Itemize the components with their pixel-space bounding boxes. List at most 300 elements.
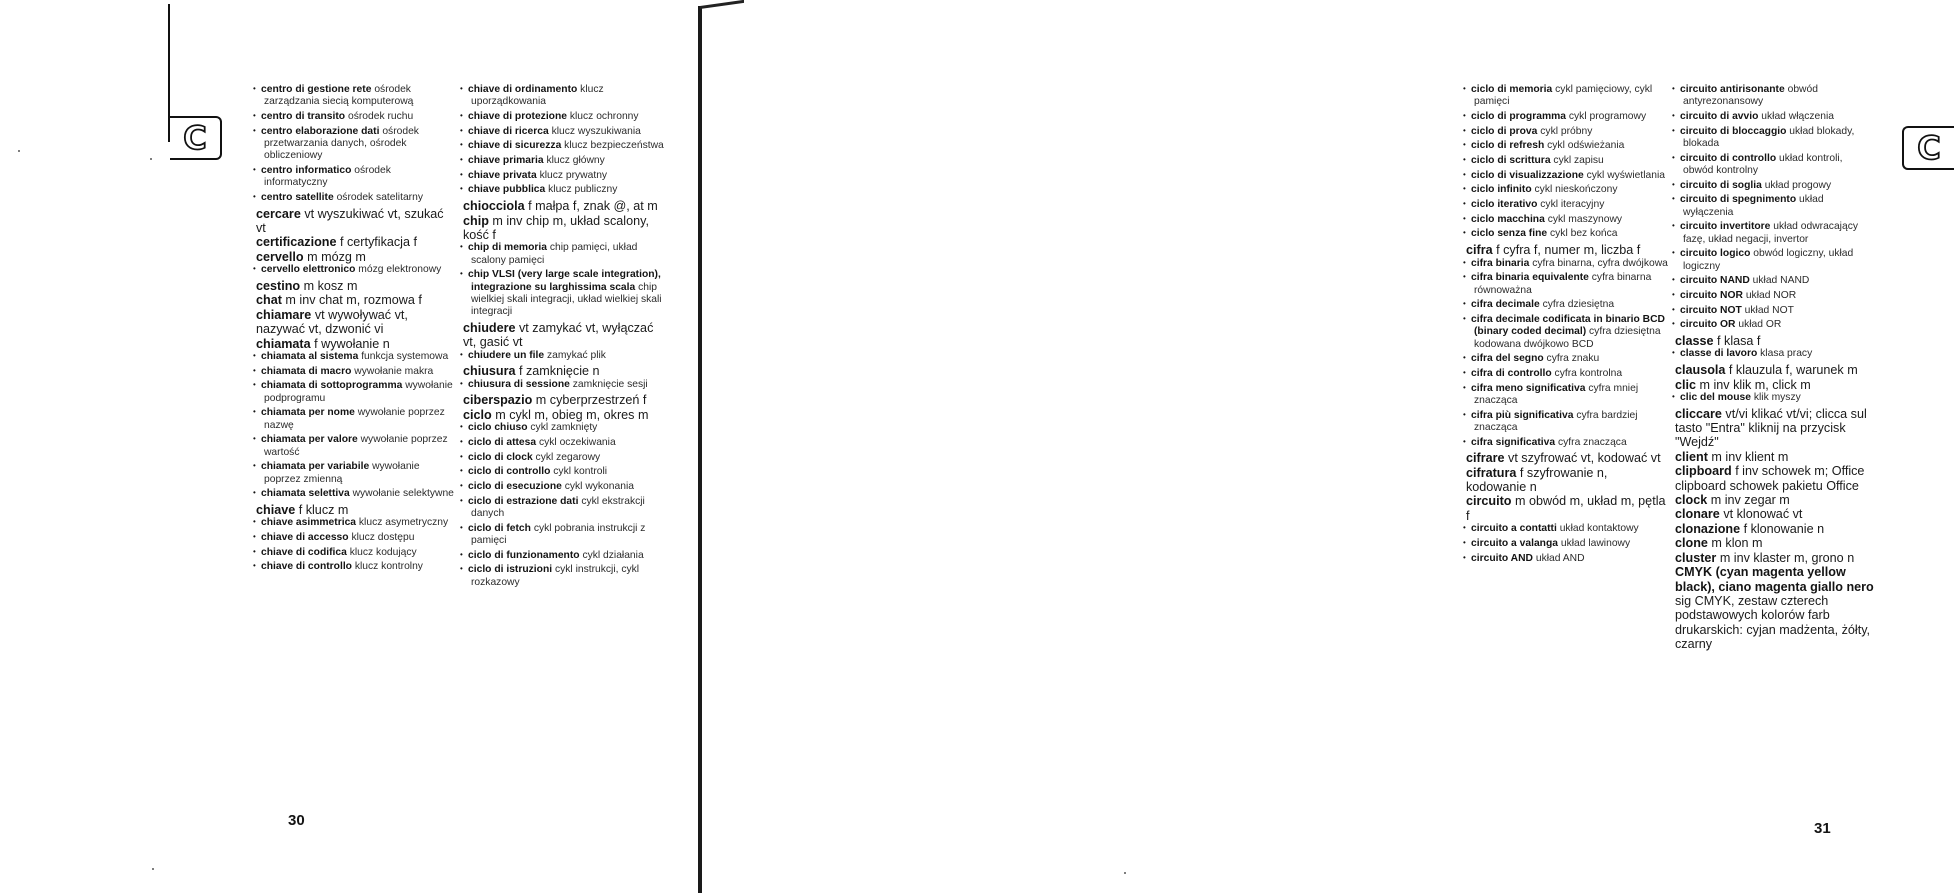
entry-headword: cifra più significativa [1471,409,1574,421]
dictionary-subentry [1466,126,1670,138]
entry-translation: klucz główny [546,155,605,167]
dictionary-subentry [1675,348,1875,360]
entry-headword: circuito NAND [1680,275,1750,287]
entry-headword: chiave di accesso [261,532,349,544]
entry-translation: funkcja systemowa [361,350,449,362]
entry-headword: cifra di controllo [1471,367,1552,379]
entry-headword: chiave di protezione [468,110,567,122]
dictionary-subentry [1466,199,1670,211]
entry-translation: wywołanie makra [354,365,434,377]
dictionary-subentry [463,550,668,562]
entry-headword: circuito di spegnimento [1680,194,1797,206]
dictionary-entry [1675,507,1875,521]
entry-translation: f klucz m [298,502,349,517]
entry-translation: cyfra dziesiętna kodowana dwójkowo BCD [1474,326,1661,350]
entry-headword: classe di lavoro [1680,348,1758,360]
entry-translation: m cykl m, obieg m, okres m [495,407,649,422]
dictionary-subentry [463,269,668,318]
entry-translation: cykl wykonania [564,481,634,493]
dictionary-entry [256,279,456,293]
scan-speck [152,868,154,870]
entry-translation: układ lawinowy [1560,537,1631,549]
entry-translation: cyfra mniej znacząca [1474,382,1639,406]
entry-headword: circuito NOR [1680,289,1743,301]
entry-headword: cifra [1466,243,1493,258]
entry-headword: chiocciola [463,199,525,214]
entry-translation: cyfra binarna, cyfra dwójkowa [1532,257,1668,269]
dictionary-entry [256,207,456,236]
entry-translation: klucz bezpieczeństwa [564,140,664,152]
dictionary-subentry [463,126,668,138]
entry-translation: cykl pobrania instrukcji z pamięci [471,522,646,547]
dictionary-subentry [1466,140,1670,152]
dictionary-subentry [1466,272,1670,297]
dictionary-subentry [1675,221,1875,246]
entry-headword: ciclo di clock [468,451,533,463]
entry-translation: cykl działania [582,549,644,561]
entry-headword: ciclo di controllo [468,466,551,478]
entry-translation: cyfra binarna równoważna [1474,272,1652,296]
entry-headword: chiave asimmetrica [261,517,357,529]
dictionary-subentry [463,523,668,548]
dictionary-subentry [256,488,456,500]
dictionary-subentry [1675,248,1875,273]
entry-headword: chiudere [463,320,516,335]
dictionary-subentry [1675,319,1875,331]
entry-translation: klucz prywatny [539,169,608,181]
dictionary-subentry [463,140,668,152]
dictionary-entry [1466,243,1670,257]
dictionary-subentry [463,111,668,123]
dictionary-subentry [463,496,668,521]
dictionary-entry [1675,536,1875,550]
entry-headword: chiave di ricerca [468,125,549,137]
entry-translation: ośrodek przetwarzania danych, ośrodek obliczeniowy [264,125,419,162]
dictionary-subentry [256,111,456,123]
entry-translation: m mózg m [307,249,366,264]
entry-translation: wywołanie poprzez wartość [264,434,448,458]
entry-headword: chiudere un file [468,349,545,361]
dictionary-subentry [1466,228,1670,240]
dictionary-entry [256,503,456,517]
entry-translation: ośrodek zarządzania siecią komputerową [264,84,414,108]
entry-translation: obwód logiczny, układ logiczny [1683,248,1854,272]
entry-headword: centro satellite [261,191,334,203]
entry-headword: client [1675,449,1708,464]
dictionary-subentry [1675,290,1875,302]
entry-translation: cykl zapisu [1553,155,1604,167]
entry-translation: vt/vi klikać vt/vi; clicca sul tasto "Entra" kliknij na przycisk "Wejdź" [1675,406,1867,450]
entry-headword: circuito a contatti [1471,523,1557,535]
entry-headword: certificazione [256,235,337,250]
entry-headword: chiamata al sistema [261,350,359,362]
entry-headword: ciclo di prova [1471,125,1538,137]
entry-headword: ciclo di refresh [1471,140,1545,152]
entry-translation: cykl odświeżania [1547,140,1625,152]
entry-headword: circuito logico [1680,248,1751,260]
dictionary-entry [1466,494,1670,523]
dictionary-subentry [1466,553,1670,565]
right-page-column-1 [1466,84,1670,567]
dictionary-subentry [1675,84,1875,109]
entry-headword: ciclo di funzionamento [468,549,580,561]
entry-headword: chiamata [256,336,311,351]
entry-translation: f szyfrowanie n, kodowanie n [1466,465,1608,495]
entry-headword: circuito di controllo [1680,152,1777,164]
entry-translation: m klon m [1711,536,1763,551]
entry-headword: chiamata per variabile [261,461,370,473]
entry-translation: ośrodek informatyczny [264,164,391,189]
entry-translation: cykl wyświetlania [1586,169,1666,181]
entry-headword: circuito antirisonante [1680,84,1785,95]
dictionary-subentry [463,422,668,434]
entry-translation: klucz ochronny [569,110,639,122]
entry-headword: chiamare [256,307,312,322]
entry-translation: wywołanie poprzez zmienną [264,461,420,485]
entry-translation: cyfra bardziej znacząca [1474,409,1638,433]
entry-headword: chat [256,293,282,308]
entry-headword: chiave privata [468,169,537,181]
dictionary-subentry [1466,368,1670,380]
entry-translation: mózg elektronowy [358,264,442,276]
dictionary-subentry [463,437,668,449]
entry-headword: chiave di sicurezza [468,140,562,152]
entry-translation: klucz asymetryczny [358,517,449,529]
entry-translation: cyfra kontrolna [1554,367,1623,379]
entry-translation: klucz publiczny [548,184,618,196]
entry-translation: obwód antyrezonansowy [1683,84,1818,108]
page-number-left: 30 [288,812,305,829]
dictionary-subentry [1675,194,1875,219]
entry-headword: cifra meno significativa [1471,382,1586,394]
entry-headword: circuito invertitore [1680,221,1771,233]
right-page-column-2 [1675,84,1875,652]
dictionary-subentry [256,380,456,405]
entry-translation: vt wyszukiwać vt, szukać vt [256,206,444,236]
dictionary-subentry [463,466,668,478]
entry-translation: vt klonować vt [1723,507,1803,522]
entry-headword: chiave pubblica [468,184,546,196]
dictionary-entry [1675,363,1875,377]
dictionary-subentry [1466,314,1670,351]
entry-headword: cervello elettronico [261,264,356,276]
dictionary-entry [1675,522,1875,536]
entry-translation: f inv schowek m; Office clipboard schowek pakietu Office [1675,464,1865,493]
page-number-right: 31 [1814,820,1831,837]
left-page-column-1 [256,84,456,576]
entry-headword: clic [1675,377,1697,392]
entry-translation: sig CMYK, zestaw czterech podstawowych kolorów farb drukarskich: cyjan madżenta, żółty, czarny [1675,593,1871,652]
entry-translation: f wywołanie n [314,336,390,351]
entry-headword: chiamata per valore [261,434,358,446]
entry-headword: clonazione [1675,521,1741,536]
entry-headword: ciclo chiuso [468,422,528,434]
entry-translation: klasa pracy [1760,348,1813,360]
entry-translation: vt zamykać vt, wyłączać vt, gasić vt [463,320,654,350]
dictionary-entry [1675,551,1875,565]
entry-headword: chiusura [463,364,516,379]
entry-translation: ośrodek satelitarny [336,191,423,203]
entry-translation: wywołanie poprzez nazwę [264,407,445,431]
dictionary-subentry [463,350,668,362]
dictionary-entry [463,393,668,407]
dictionary-subentry [256,126,456,163]
dictionary-entry [256,293,456,307]
entry-translation: cykl instrukcji, cykl rozkazowy [471,564,640,588]
entry-translation: vt szyfrować vt, kodować vt [1508,451,1661,466]
entry-translation: cyfra dziesiętna [1542,299,1615,311]
entry-headword: chip [463,213,489,228]
right-page [700,0,1941,893]
entry-headword: cifra decimale codificata in binario BCD (binary coded decimal) [1471,313,1665,338]
entry-translation: cykl iteracyjny [1540,199,1605,211]
entry-translation: cykl pamięciowy, cykl pamięci [1474,84,1653,108]
entry-headword: clock [1675,493,1708,508]
entry-translation: klucz kontrolny [354,561,423,573]
entry-translation: m inv zegar m [1710,493,1790,508]
entry-headword: cifra significativa [1471,436,1556,448]
dictionary-entry [1675,565,1875,651]
dictionary-entry [256,308,456,337]
entry-headword: circuito di avvio [1680,110,1759,122]
entry-headword: ciclo senza fine [1471,228,1548,240]
entry-translation: f certyfikacja f [340,235,417,250]
dictionary-entry [463,199,668,213]
entry-translation: układ OR [1738,319,1782,331]
entry-headword: chiusura di sessione [468,378,570,390]
entry-translation: układ kontaktowy [1559,523,1639,535]
dictionary-subentry [1466,111,1670,123]
dictionary-entry [463,214,668,243]
entry-headword: ciclo di fetch [468,522,531,534]
entry-headword: ciclo [463,407,492,422]
entry-translation: f klonowanie n [1743,521,1825,536]
entry-translation: cykl kontroli [553,466,608,478]
dictionary-subentry [1466,383,1670,408]
entry-translation: cykl bez końca [1550,228,1618,240]
entry-headword: circuito di bloccaggio [1680,125,1787,137]
entry-headword: cifra binaria [1471,257,1530,269]
entry-translation: cykl zegarowy [535,451,601,463]
entry-translation: cykl oczekiwania [538,436,616,448]
entry-translation: układ NOT [1744,304,1794,316]
entry-headword: classe [1675,334,1714,349]
scan-speck [1124,872,1126,874]
dictionary-subentry [1466,184,1670,196]
dictionary-entry [1675,378,1875,392]
entry-headword: centro informatico [261,164,352,176]
entry-translation: m inv chip m, układ scalony, kość f [463,213,649,242]
dictionary-entry [463,408,668,422]
entry-headword: clone [1675,536,1708,551]
entry-translation: m inv chat m, rozmowa f [285,293,422,308]
dictionary-subentry [1466,84,1670,109]
entry-headword: cifrare [1466,451,1505,466]
left-page-column-2 [463,84,668,591]
entry-translation: układ blokady, blokada [1683,125,1855,149]
dictionary-subentry [1466,214,1670,226]
dictionary-subentry [463,170,668,182]
dictionary-subentry [256,165,456,190]
entry-translation: układ NAND [1752,275,1810,287]
dictionary-entry [1675,493,1875,507]
dictionary-subentry [1675,180,1875,192]
entry-headword: cliccare [1675,406,1722,421]
dictionary-subentry [1675,126,1875,151]
section-letter-tab-left: C [170,116,222,160]
entry-translation: f zamknięcie n [519,364,600,379]
dictionary-entry [1466,451,1670,465]
dictionary-entry [1675,334,1875,348]
entry-headword: chip di memoria [468,242,547,254]
section-letter-tab-right: C [1902,126,1954,170]
entry-translation: układ włączenia [1761,110,1834,122]
entry-headword: circuito a valanga [1471,537,1558,549]
dictionary-subentry [256,434,456,459]
entry-translation: cykl programowy [1568,110,1647,122]
dictionary-subentry [256,192,456,204]
entry-translation: cykl ekstrakcji danych [471,495,645,520]
entry-headword: cifra decimale [1471,299,1540,311]
dictionary-subentry [256,547,456,559]
entry-translation: m obwód m, układ m, pętla f [1466,494,1666,523]
dictionary-subentry [256,84,456,109]
left-page [0,0,700,893]
entry-headword: chiamata selettiva [261,488,350,500]
dictionary-subentry [256,532,456,544]
entry-headword: ciclo di visualizzazione [1471,169,1584,181]
entry-translation: f małpa f, znak @, at m [528,199,658,214]
entry-translation: m kosz m [303,278,358,293]
entry-headword: ciclo di estrazione dati [468,495,579,507]
entry-headword: circuito AND [1471,552,1533,564]
entry-headword: circuito [1466,494,1512,509]
entry-headword: cifra binaria equivalente [1471,272,1589,284]
entry-translation: m inv klik m, click m [1699,377,1811,392]
dictionary-subentry [256,461,456,486]
entry-translation: klucz kodujący [349,546,417,558]
entry-translation: wywołanie podprogramu [264,380,453,404]
entry-headword: CMYK (cyan magenta yellow black), ciano magenta giallo nero [1675,565,1874,594]
entry-headword: cervello [256,249,304,264]
entry-headword: circuito di soglia [1680,179,1762,191]
dictionary-subentry [1466,410,1670,435]
entry-headword: cluster [1675,550,1717,565]
entry-headword: chiamata di sottoprogramma [261,380,403,392]
dictionary-entry [1466,466,1670,495]
entry-translation: f klasa f [1717,334,1761,349]
entry-headword: cifra del segno [1471,353,1544,365]
entry-headword: ciclo di scrittura [1471,155,1551,167]
dictionary-subentry [463,155,668,167]
dictionary-subentry [256,264,456,276]
dictionary-subentry [256,517,456,529]
entry-headword: chiamata per nome [261,407,355,419]
entry-headword: ciclo di memoria [1471,84,1553,95]
entry-headword: chiamata di macro [261,365,352,377]
entry-translation: układ kontroli, obwód kontrolny [1683,152,1843,176]
entry-translation: klucz dostępu [351,532,415,544]
entry-translation: m inv klient m [1711,449,1789,464]
dictionary-subentry [1466,258,1670,270]
dictionary-subentry [1466,538,1670,550]
entry-translation: m inv klaster m, grono n [1719,550,1855,565]
dictionary-subentry [256,351,456,363]
dictionary-entry [463,321,668,350]
entry-translation: chip pamięci, układ scalony pamięci [471,242,638,266]
entry-translation: klik myszy [1753,391,1801,403]
dictionary-subentry [1675,153,1875,178]
entry-headword: ciclo di attesa [468,436,537,448]
entry-headword: ciclo iterativo [1471,199,1538,211]
scan-speck [18,150,20,152]
entry-headword: clonare [1675,507,1720,522]
entry-translation: klucz uporządkowania [471,84,604,108]
entry-translation: f klauzula f, warunek m [1728,363,1858,378]
entry-headword: chiave [256,502,296,517]
entry-headword: chip VLSI (very large scale integration), integrazione su larghissima scala [468,269,661,293]
entry-headword: ciclo di istruzioni [468,564,553,576]
entry-headword: clipboard [1675,464,1732,479]
entry-headword: circuito OR [1680,319,1736,331]
dictionary-entry [256,235,456,249]
entry-headword: clausola [1675,363,1726,378]
scan-speck [150,158,152,160]
entry-headword: clic del mouse [1680,391,1751,403]
entry-headword: chiave di codifica [261,546,347,558]
entry-translation: układ AND [1535,552,1585,564]
entry-headword: cifratura [1466,465,1517,480]
entry-translation: cykl zamknięty [530,422,598,434]
entry-headword: cercare [256,206,301,221]
dictionary-entry [463,364,668,378]
dictionary-subentry [1466,523,1670,535]
entry-translation: f cyfra f, numer m, liczba f [1496,243,1641,258]
entry-translation: układ progowy [1764,179,1832,191]
dictionary-entry [1675,464,1875,493]
entry-translation: układ odwracający fazę, układ negacji, invertor [1683,221,1858,245]
entry-headword: ciclo infinito [1471,184,1532,196]
entry-translation: ośrodek ruchu [347,110,414,122]
dictionary-entry [256,337,456,351]
dictionary-subentry [463,452,668,464]
dictionary-subentry [463,242,668,267]
entry-translation: układ wyłączenia [1683,194,1824,218]
entry-translation: zamykać plik [546,349,606,361]
entry-translation: układ NOR [1745,289,1797,301]
dictionary-entry [1675,450,1875,464]
dictionary-subentry [1675,392,1875,404]
dictionary-subentry [463,84,668,109]
entry-headword: ciberspazio [463,393,533,408]
entry-headword: chiave di controllo [261,561,352,573]
entry-translation: wywołanie selektywne [352,488,454,500]
entry-translation: chip wielkiej skali integracji, układ wielkiej skali integracji [471,281,662,318]
dictionary-entry [256,250,456,264]
dictionary-subentry [256,366,456,378]
entry-headword: ciclo di programma [1471,110,1566,122]
dictionary-subentry [463,184,668,196]
entry-translation: zamknięcie sesji [572,378,648,390]
entry-translation: vt wywoływać vt, nazywać vt, dzwonić vi [256,307,408,337]
dictionary-subentry [256,407,456,432]
entry-headword: chiave di ordinamento [468,84,578,95]
dictionary-subentry [463,564,668,589]
entry-translation: m cyberprzestrzeń f [535,393,647,408]
entry-translation: cykl maszynowy [1547,213,1623,225]
dictionary-subentry [1466,353,1670,365]
dictionary-subentry [1466,155,1670,167]
